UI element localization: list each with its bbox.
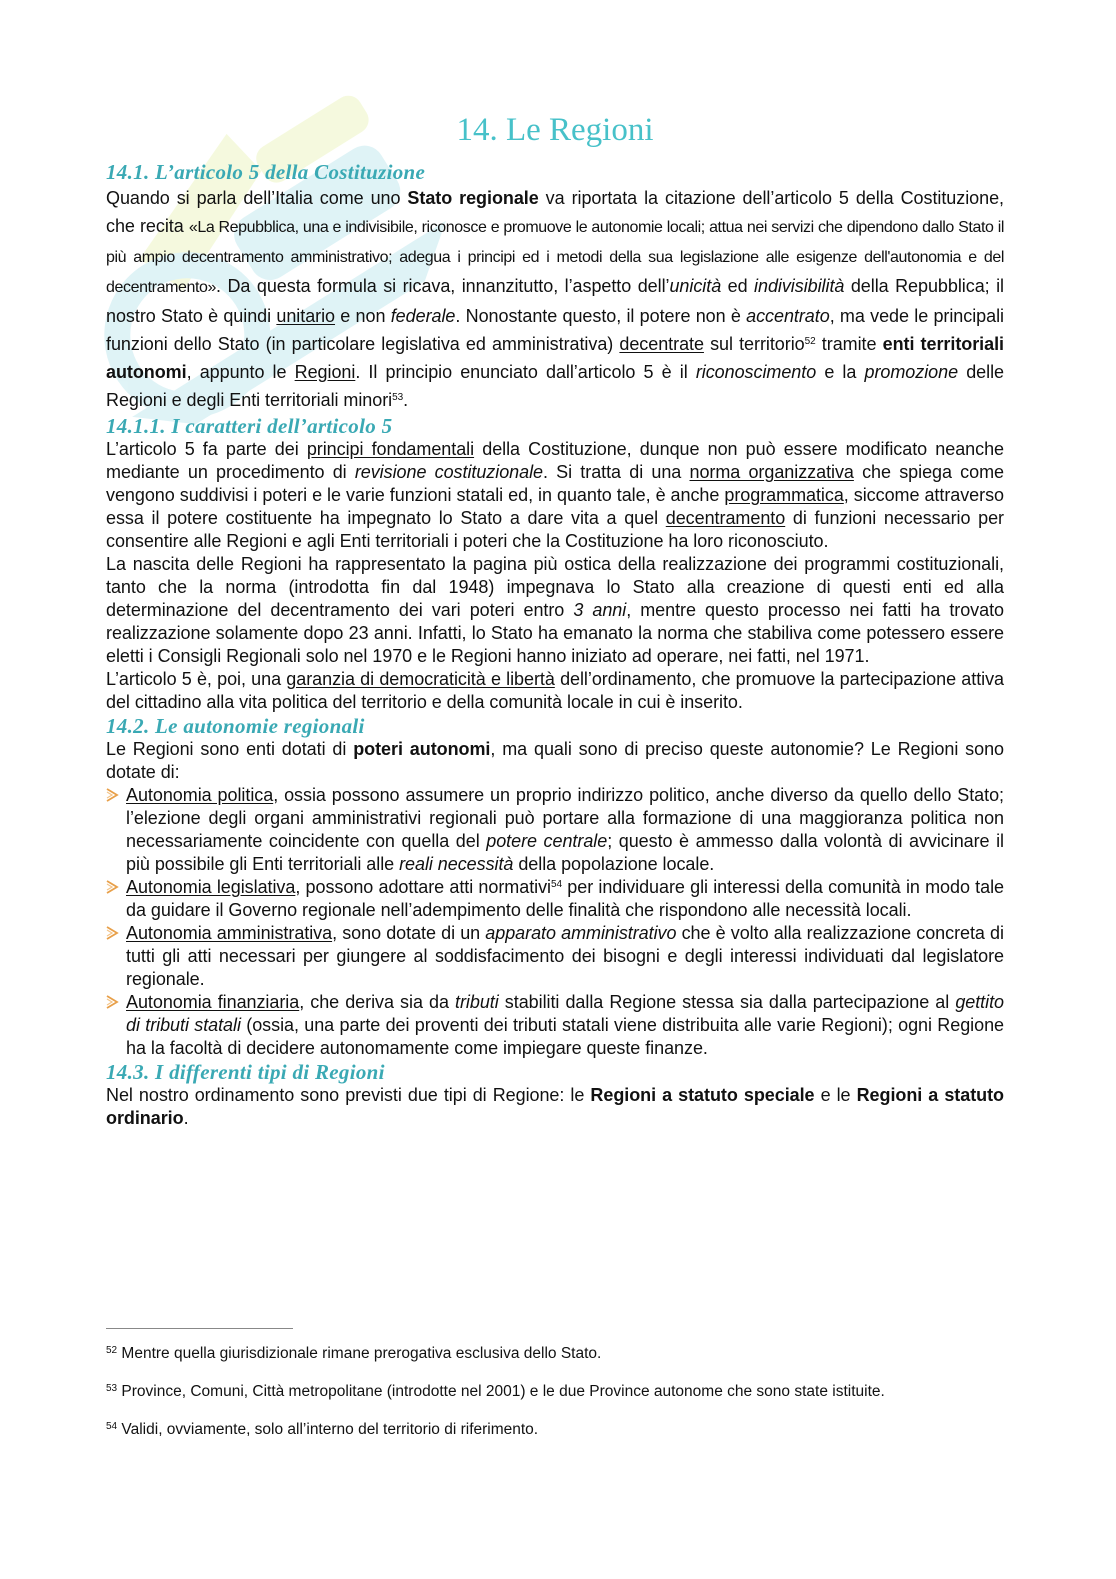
text: . Il principio enunciato dall’articolo 5 è il — [355, 362, 696, 382]
text: che è volto alla realizzazione concreta di tutti gli atti necessari per giungere al soddisfacimento dei bisogni e degli interessi individuati dal legislatore regionale. — [126, 923, 1004, 989]
text: va riportata la citazione dell’articolo 5 della Costituzione, che recita — [106, 188, 1004, 236]
section-heading-14-1: 14.1. L’articolo 5 della Costituzione — [106, 160, 426, 184]
underlined-text: norma organizzativa — [689, 462, 854, 482]
italic-text: 3 anni — [573, 600, 627, 620]
text: e le — [814, 1085, 857, 1105]
list-item-title: Autonomia politica — [126, 785, 274, 805]
text: e la — [816, 362, 865, 382]
bullet-arrow-icon — [105, 994, 119, 1010]
paragraph-birth-of-regions — [106, 553, 1004, 668]
text: ; questo è ammesso dalla volontà di avvicinare il più possibile gli Enti territoriali alle — [126, 831, 1004, 874]
text: che spiega come vengono suddivisi i poteri e le varie funzioni statali ed, in quanto tale, è anche — [106, 462, 1004, 505]
italic-text: indivisibilità — [754, 276, 845, 296]
section-heading-14-2: 14.2. Le autonomie regionali — [106, 714, 365, 738]
footnote-number: 53 — [106, 1383, 118, 1394]
italic-text: tributi — [455, 992, 499, 1012]
italic-text: potere centrale — [486, 831, 608, 851]
italic-text: revisione costituzionale — [354, 462, 543, 482]
text: , possono adottare atti normativi — [295, 877, 551, 897]
text: L’articolo 5 fa parte dei — [106, 439, 307, 459]
italic-text: gettito di tributi statali — [126, 992, 1004, 1035]
underlined-text: principi fondamentali — [306, 439, 475, 459]
underlined-text: Regioni — [294, 362, 356, 382]
bullet-arrow-icon — [105, 879, 119, 895]
footnote-text: Province, Comuni, Città metropolitane (introdotte nel 2001) e le due Province autonome che sono state istituite. — [117, 1383, 885, 1400]
text: e non — [335, 306, 391, 326]
list-item-title: Autonomia amministrativa — [126, 923, 333, 943]
paragraph-region-types — [106, 1084, 1004, 1130]
italic-text: unicità — [669, 276, 722, 296]
text: sul territorio — [703, 334, 805, 354]
italic-text: riconoscimento — [695, 362, 817, 382]
bold-text: poteri autonomi — [353, 739, 491, 759]
text: . Da questa formula si ricava, innanzitutto, l’aspetto dell’ — [216, 276, 670, 296]
list-item — [106, 784, 1004, 876]
text: . Nonostante questo, il potere non è — [455, 306, 747, 326]
document-page — [106, 0, 1004, 1130]
page-title: 14. Le Regioni — [456, 112, 654, 148]
autonomies-list — [106, 784, 1004, 1060]
text: di funzioni necessario per consentire alle Regioni e agli Enti territoriali i poteri che la Costituzione ha loro riconosciuto. — [106, 508, 1004, 551]
text: dell’ordinamento, che promuove la partecipazione attiva del cittadino alla vita politica del territorio e della comunità locale in cui è inserito. — [106, 669, 1004, 712]
list-item-title: Autonomia legislativa — [126, 877, 296, 897]
constitution-quote: «La Repubblica, una e indivisibile, riconosce e promuove le autonomie locali; attua nei servizi che dipendono dallo Stato il più ampio decentramento amministrativo; adegua i principi ed i metodi della sua legislazione alle esigenze dell'autonomia e del decentramento» — [106, 219, 1004, 296]
bold-text: enti territoriali autonomi — [106, 334, 1004, 382]
text: , mentre questo processo nei fatti ha trovato realizzazione solamente dopo 23 anni. Infatti, lo Stato ha emanato la norma che stabiliva come potessero essere eletti i Consigli Regionali solo nel 1970 e le Regioni hanno iniziato ad operare, nei fatti, nel 1971. — [106, 600, 1004, 666]
text: , appunto le — [186, 362, 295, 382]
list-item — [106, 922, 1004, 991]
text: Quando si parla dell’Italia come uno — [106, 188, 408, 208]
paragraph-guarantee — [106, 668, 1004, 714]
underlined-text: decentrate — [619, 334, 704, 354]
text: , ossia possono assumere un proprio indirizzo politico, anche diverso da quello dello Stato; l’elezione degli organi amministrativi regionali può portare alla formazione di una maggioranza politica non necessariamente coincidente con quella del — [126, 785, 1004, 851]
text: , siccome attraverso essa il potere costituente ha impegnato lo Stato a dare vita a quel — [106, 485, 1004, 528]
footnote-text: Validi, ovviamente, solo all’interno del territorio di riferimento. — [117, 1421, 539, 1438]
text: per individuare gli interessi della comunità in modo tale da guidare il Governo regionale nell’adempimento delle finalità che rispondono alle necessità locali. — [126, 877, 1004, 920]
underlined-text: decentramento — [665, 508, 786, 528]
underlined-text: programmatica — [724, 485, 844, 505]
footnote-53 — [106, 1383, 1004, 1401]
list-item — [106, 876, 1004, 922]
paragraph-characters — [106, 438, 1004, 553]
footnote-ref-54[interactable]: 54 — [551, 879, 563, 890]
text: , ma quali sono di preciso queste autonomie? Le Regioni sono dotate di: — [106, 739, 1005, 782]
bold-text: Regioni a statuto speciale — [590, 1085, 815, 1105]
section-heading-14-1-1: 14.1.1. I caratteri dell’articolo 5 — [106, 414, 393, 438]
text: della Repubblica; il nostro Stato è quindi — [106, 276, 1004, 326]
italic-text: federale — [390, 306, 456, 326]
italic-text: accentrato — [746, 306, 830, 326]
italic-text: promozione — [864, 362, 959, 382]
bullet-arrow-icon — [105, 787, 119, 803]
footnote-ref-53[interactable]: 53 — [392, 392, 404, 403]
paragraph-article-5 — [106, 184, 1004, 414]
footnote-number: 52 — [106, 1345, 118, 1356]
footnote-divider — [106, 1328, 293, 1329]
text: ed — [721, 276, 755, 296]
list-item-title: Autonomia finanziaria — [126, 992, 300, 1012]
text: , ma vede le principali funzioni dello Stato (in particolare legislativa ed amministrativa) — [106, 306, 1004, 354]
italic-text: reali necessità — [399, 854, 514, 874]
text: tramite — [815, 334, 883, 354]
text: delle Regioni e degli Enti territoriali minori — [106, 362, 1004, 410]
italic-text: apparato amministrativo — [485, 923, 677, 943]
footnote-ref-52[interactable]: 52 — [804, 336, 816, 347]
paragraph-autonomies-intro — [106, 738, 1004, 784]
text: Le Regioni sono enti dotati di — [106, 739, 354, 759]
bold-text: Stato regionale — [407, 188, 539, 208]
text: , che deriva sia da — [299, 992, 456, 1012]
text: , sono dotate di un — [332, 923, 486, 943]
text: L’articolo 5 è, poi, una — [106, 669, 287, 689]
text: La nascita delle Regioni ha rappresentato la pagina più ostica della realizzazione dei programmi costituzionali, tanto che la norma (introdotta fin dal 1948) impegnava lo Stato alla creazione di questi enti ed alla determinazione del decentramento dei vari poteri entro — [106, 554, 1004, 620]
underlined-text: garanzia di democraticità e libertà — [286, 669, 555, 689]
footnotes — [106, 1345, 1004, 1459]
footnote-text: Mentre quella giurisdizionale rimane prerogativa esclusiva dello Stato. — [117, 1345, 602, 1362]
bullet-arrow-icon — [105, 925, 119, 941]
text: della Costituzione, dunque non può essere modificato neanche mediante un procedimento di — [106, 439, 1004, 482]
list-item — [106, 991, 1004, 1060]
text: . Si tratta di una — [543, 462, 690, 482]
footnote-52 — [106, 1345, 1004, 1363]
text: . — [403, 390, 409, 410]
section-heading-14-3: 14.3. I differenti tipi di Regioni — [106, 1060, 385, 1084]
text: della popolazione locale. — [513, 854, 715, 874]
text: Nel nostro ordinamento sono previsti due tipi di Regione: le — [106, 1085, 591, 1105]
text: (ossia, una parte dei proventi dei tributi statali viene distribuita alle varie Regioni); ogni Regione ha la facoltà di decidere autonomamente come impiegare queste finanze. — [126, 1015, 1004, 1058]
text: . — [183, 1108, 189, 1128]
footnote-number: 54 — [106, 1421, 118, 1432]
footnote-54 — [106, 1421, 1004, 1439]
text: stabiliti dalla Regione stessa sia dalla partecipazione al — [498, 992, 956, 1012]
bold-text: Regioni a statuto ordinario — [106, 1085, 1004, 1128]
underlined-text: unitario — [276, 306, 336, 326]
